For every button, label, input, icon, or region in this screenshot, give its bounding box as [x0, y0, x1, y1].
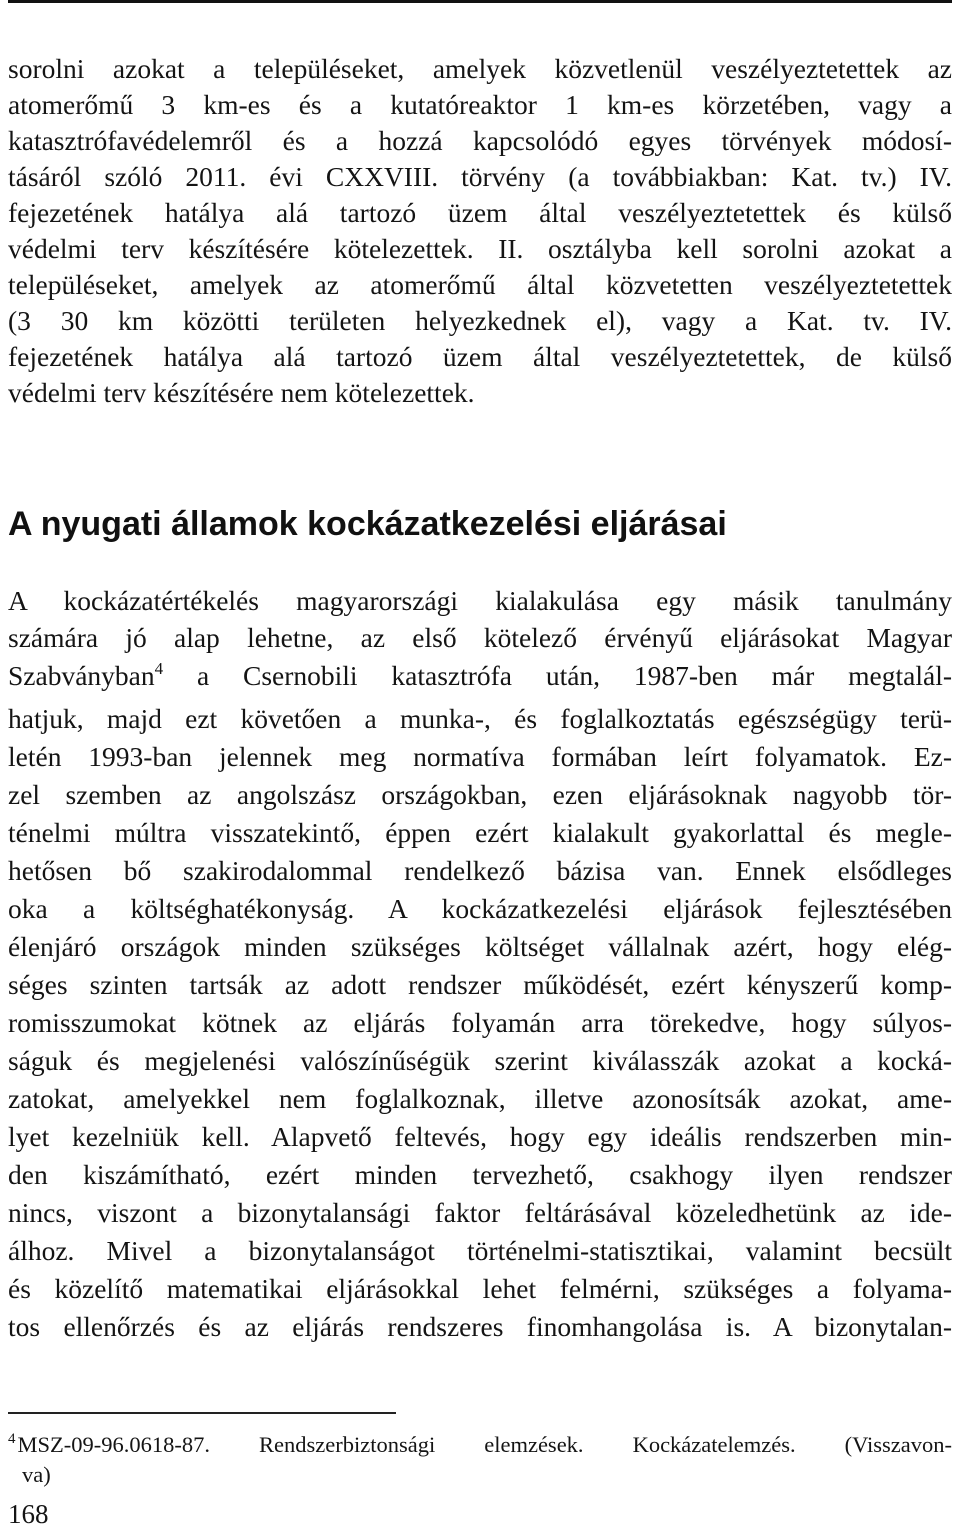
text-line: (3 30 km közötti területen helyezkednek el), vagy a Kat. tv. IV.	[8, 305, 952, 336]
text-line: zatokat, amelyekkel nem foglalkoznak, illetve azonosítsák azokat, ame-	[8, 1083, 952, 1114]
text-line: oka a költséghatékonyság. A kockázatkezelési eljárások fejlesztésében	[8, 893, 952, 924]
footnote-text: MSZ-09-96.0618-87. Rendszerbiztonsági elemzések. Kockázatelemzés. (Visszavon-	[17, 1432, 952, 1457]
footnote-line	[8, 1428, 952, 1462]
text-line: sorolni azokat a településeket, amelyek közvetlenül veszélyeztetettek az	[8, 53, 952, 84]
text-line: fejezetének hatálya alá tartozó üzem által veszélyeztetettek és külső	[8, 197, 952, 228]
text-line	[8, 657, 952, 695]
top-rule	[8, 0, 952, 3]
text-line: letén 1993-ban jelennek meg normatíva formában leírt folyamatok. Ez-	[8, 741, 952, 772]
text-line: ténelmi múltra visszatekintő, éppen ezért kialakult gyakorlattal és megle-	[8, 817, 952, 848]
text-line: zel szemben az angolszász országokban, ezen eljárásoknak nagyobb tör-	[8, 779, 952, 810]
text-line: tos ellenőrzés és az eljárás rendszeres finomhangolása is. A bizonytalan-	[8, 1311, 952, 1342]
text-line: katasztrófavédelemről és a hozzá kapcsolódó egyes törvények módosí-	[8, 125, 952, 156]
text-line: védelmi terv készítésére kötelezettek. II. osztályba kell sorolni azokat a	[8, 233, 952, 264]
text-line: romisszumokat kötnek az eljárás folyamán arra törekedve, hogy súlyos-	[8, 1007, 952, 1038]
text-line: és közelítő matematikai eljárásokkal lehet felmérni, szükséges a folyama-	[8, 1273, 952, 1304]
text-line: számára jó alap lehetne, az első kötelező érvényű eljárásokat Magyar	[8, 622, 952, 653]
text-line: A kockázatértékelés magyarországi kialakulása egy másik tanulmány	[8, 585, 952, 616]
text-line: tásáról szóló 2011. évi CXXVIII. törvény (a továbbiakban: Kat. tv.) IV.	[8, 161, 952, 192]
footnote-separator	[8, 1412, 396, 1414]
text-line: hetősen bő szakirodalommal rendelkező bázisa van. Ennek elsődleges	[8, 855, 952, 886]
text-segment: a Csernobili katasztrófa után, 1987-ben már megtalál-	[163, 660, 952, 691]
text-line: településeket, amelyek az atomerőmű által közvetetten veszélyeztetettek	[8, 269, 952, 300]
text-line: hatjuk, majd ezt követően a munka-, és foglalkoztatás egészségügy terü-	[8, 703, 952, 734]
footnote-number: 4	[8, 1431, 16, 1447]
section-heading: A nyugati államok kockázatkezelési eljárásai	[8, 505, 727, 543]
text-line: fejezetének hatálya alá tartozó üzem által veszélyeztetettek, de külső	[8, 341, 952, 372]
text-segment: Szabványban	[8, 660, 155, 691]
text-line: védelmi terv készítésére nem kötelezettek.	[8, 377, 475, 408]
text-line: den kiszámítható, ezért minden tervezhető, csakhogy ilyen rendszer	[8, 1159, 952, 1190]
page-number: 168	[8, 1499, 49, 1529]
text-line: lyet kezelniük kell. Alapvető feltevés, hogy egy ideális rendszerben min-	[8, 1121, 952, 1152]
footnote-line: va)	[22, 1462, 51, 1487]
text-line: atomerőmű 3 km-es és a kutatóreaktor 1 km-es körzetében, vagy a	[8, 89, 952, 120]
text-line: nincs, viszont a bizonytalansági faktor feltárásával közeledhetünk az ide-	[8, 1197, 952, 1228]
footnote-reference: 4	[154, 659, 164, 678]
text-line: ságuk és megjelenési valószínűségük szerint kiválasszák azokat a kocká-	[8, 1045, 952, 1076]
text-line: álhoz. Mivel a bizonytalanságot történelmi-statisztikai, valamint becsült	[8, 1235, 952, 1266]
text-line: élenjáró országok minden szükséges költséget vállalnak azért, hogy elég-	[8, 931, 952, 962]
text-line: séges szinten tartsák az adott rendszer működését, ezért kényszerű komp-	[8, 969, 952, 1000]
